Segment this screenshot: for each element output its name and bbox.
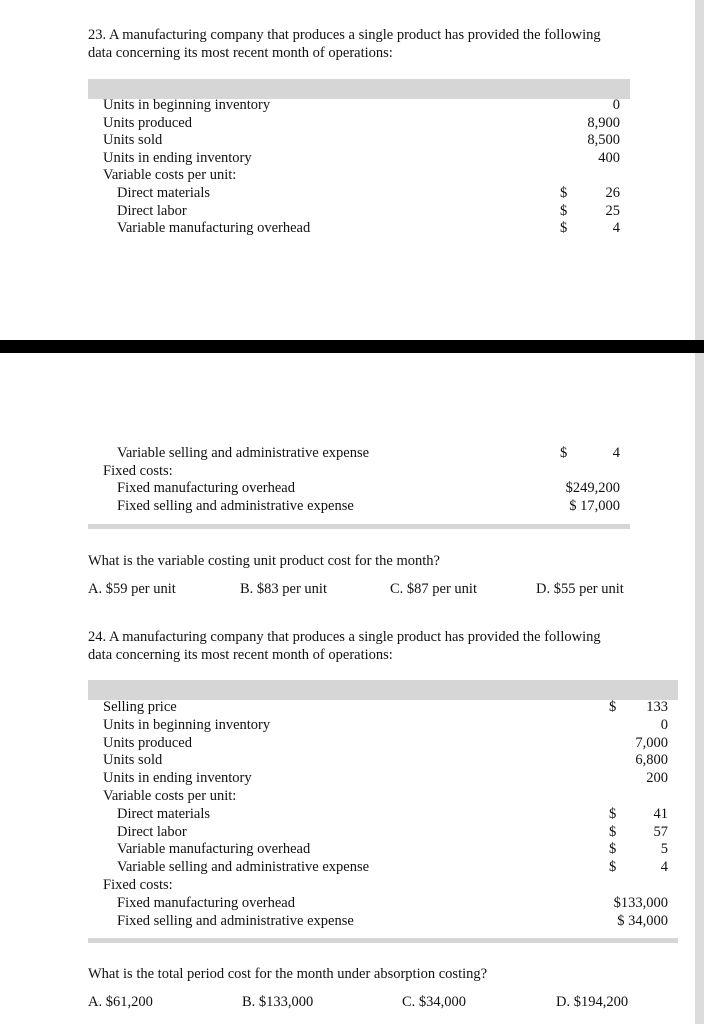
row-label: Units produced	[103, 114, 192, 131]
row-currency: $	[609, 841, 617, 858]
q24-choice-c[interactable]: C. $34,000	[402, 994, 467, 1010]
table-row	[0, 877, 704, 895]
row-value: 5	[660, 841, 668, 858]
row-label: Variable costs per unit:	[103, 167, 237, 184]
row-value: 133	[646, 699, 668, 715]
row-currency: $	[609, 823, 617, 840]
q24-choice-d[interactable]: D. $194,200	[556, 994, 629, 1010]
row-label: Direct labor	[117, 823, 187, 840]
row-value: $ 34,000	[617, 912, 668, 929]
row-label: Direct materials	[117, 185, 210, 201]
row-value: 25	[605, 202, 620, 219]
row-label: Units produced	[103, 734, 192, 751]
q24-data-table	[0, 699, 704, 939]
q23-choice-b[interactable]: B. $83 per unit	[240, 581, 327, 597]
table-row	[0, 480, 704, 498]
table-row	[0, 167, 704, 185]
table-row	[0, 699, 704, 717]
row-label: Variable selling and administrative expense	[117, 445, 370, 461]
q24-choice-b[interactable]: B. $133,000	[242, 994, 314, 1010]
row-value: 400	[598, 149, 620, 166]
row-label: Direct labor	[117, 202, 187, 219]
q23-intro	[88, 26, 648, 62]
row-label: Fixed selling and administrative expense	[117, 912, 354, 929]
row-label: Units in ending inventory	[103, 770, 252, 787]
q23-intro-line2: data concerning its most recent month of operations:	[88, 45, 393, 61]
row-value: 0	[612, 97, 620, 113]
q24-intro	[88, 628, 648, 664]
q23-data-table-bottom	[0, 445, 704, 525]
table-row	[0, 463, 704, 481]
table-row	[0, 445, 704, 463]
row-currency: $	[560, 185, 568, 201]
row-label: Fixed selling and administrative expense	[117, 497, 354, 514]
row-currency: $	[609, 699, 617, 715]
row-value: 26	[605, 185, 620, 201]
row-currency: $	[609, 859, 617, 876]
row-value: 41	[653, 805, 668, 822]
table-row	[0, 806, 704, 824]
q24-question: What is the total period cost for the month under absorption costing?	[88, 966, 488, 982]
row-label: Units sold	[103, 752, 163, 769]
table-row	[0, 97, 704, 115]
table-row	[0, 717, 704, 735]
row-label: Fixed costs:	[103, 462, 173, 479]
row-value: 8,500	[587, 132, 620, 149]
table-row	[0, 770, 704, 788]
row-label: Variable manufacturing overhead	[117, 841, 311, 858]
q23-choice-c[interactable]: C. $87 per unit	[390, 581, 477, 597]
table-row	[0, 752, 704, 770]
table-row	[0, 841, 704, 859]
q24-choice-a[interactable]: A. $61,200	[88, 994, 153, 1010]
page-break-band	[0, 340, 704, 353]
q23-table-header-bar	[88, 79, 630, 99]
row-label: Units sold	[103, 132, 163, 149]
table-row	[0, 150, 704, 168]
q23-intro-line1: 23. A manufacturing company that produces a single product has provided the following	[88, 27, 601, 43]
row-value: 4	[660, 859, 668, 876]
row-currency: $	[609, 805, 617, 822]
table-row	[0, 895, 704, 913]
table-row	[0, 913, 704, 931]
table-row	[0, 185, 704, 203]
row-label: Selling price	[103, 699, 177, 715]
row-value: 200	[646, 770, 668, 787]
row-value: 7,000	[635, 734, 668, 751]
q23-table-footer-line	[88, 524, 630, 529]
q24-table-footer-line	[88, 938, 678, 943]
table-row	[0, 859, 704, 877]
table-row	[0, 735, 704, 753]
row-label: Fixed costs:	[103, 877, 173, 893]
table-row	[0, 788, 704, 806]
row-value: $133,000	[613, 894, 668, 911]
q24-intro-line1: 24. A manufacturing company that produces a single product has provided the following	[88, 629, 601, 645]
row-label: Units in beginning inventory	[103, 97, 271, 113]
row-value: 6,800	[635, 752, 668, 769]
row-label: Variable costs per unit:	[103, 788, 237, 804]
row-label: Direct materials	[117, 805, 210, 822]
q23-choice-d[interactable]: D. $55 per unit	[536, 581, 624, 597]
row-value: 0	[660, 716, 668, 733]
row-value: 57	[653, 823, 668, 840]
row-label: Units in beginning inventory	[103, 716, 271, 733]
table-row	[0, 824, 704, 842]
row-currency: $	[560, 220, 568, 237]
q23-choice-a[interactable]: A. $59 per unit	[88, 581, 176, 597]
q24-table-header-bar	[88, 680, 678, 700]
row-label: Variable manufacturing overhead	[117, 220, 311, 237]
q23-question: What is the variable costing unit product cost for the month?	[88, 553, 440, 569]
row-value: 4	[612, 220, 620, 237]
row-label: Fixed manufacturing overhead	[117, 894, 295, 911]
table-row	[0, 498, 704, 516]
table-row	[0, 220, 704, 238]
q23-data-table-top	[0, 97, 704, 247]
row-label: Variable selling and administrative expense	[117, 859, 370, 876]
row-value: 8,900	[587, 114, 620, 131]
row-value: $ 17,000	[569, 497, 620, 514]
row-label: Units in ending inventory	[103, 149, 252, 166]
row-value: 4	[612, 445, 620, 461]
table-row	[0, 132, 704, 150]
table-row	[0, 203, 704, 221]
q24-intro-line2: data concerning its most recent month of operations:	[88, 647, 393, 663]
row-currency: $	[560, 202, 568, 219]
row-currency: $	[560, 445, 568, 461]
table-row	[0, 115, 704, 133]
row-label: Fixed manufacturing overhead	[117, 480, 295, 497]
row-value: $249,200	[565, 480, 620, 497]
